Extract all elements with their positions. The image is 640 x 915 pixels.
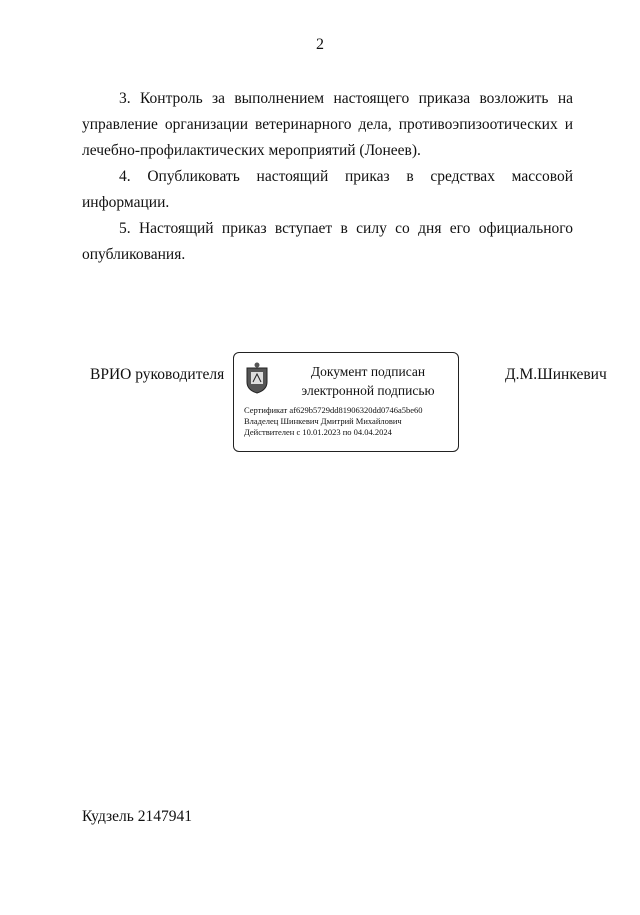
document-body <box>82 86 573 268</box>
certificate-validity: Действителен с 10.01.2023 по 04.04.2024 <box>244 427 392 437</box>
coat-of-arms-icon <box>244 362 270 394</box>
signatory-role: ВРИО руководителя <box>90 366 225 383</box>
stamp-title-line1: Документ подписан <box>310 364 426 379</box>
paragraph-3: 3. Контроль за выполнением настоящего приказа возложить на управление организации ветеринарного дела, противоэпизоотических и лечебно-профилактических мероприятий (Лонеев). <box>82 90 573 159</box>
stamp-title-line2: электронной подписью <box>301 383 435 398</box>
signatory-name: Д.М.Шинкевич <box>505 366 607 383</box>
electronic-signature-stamp <box>233 352 459 452</box>
executor-info: Кудзель 2147941 <box>82 808 192 825</box>
stamp-title <box>280 362 456 400</box>
certificate-owner: Владелец Шинкевич Дмитрий Михайлович <box>244 416 402 426</box>
certificate-details <box>244 405 423 438</box>
page-number: 2 <box>316 36 324 53</box>
paragraph-4: 4. Опубликовать настоящий приказ в средствах массовой информации. <box>82 168 573 211</box>
paragraph-5: 5. Настоящий приказ вступает в силу со дня его официального опубликования. <box>82 220 573 263</box>
certificate-number: Сертификат af629b5729dd81906320dd0746a5be60 <box>244 405 423 415</box>
